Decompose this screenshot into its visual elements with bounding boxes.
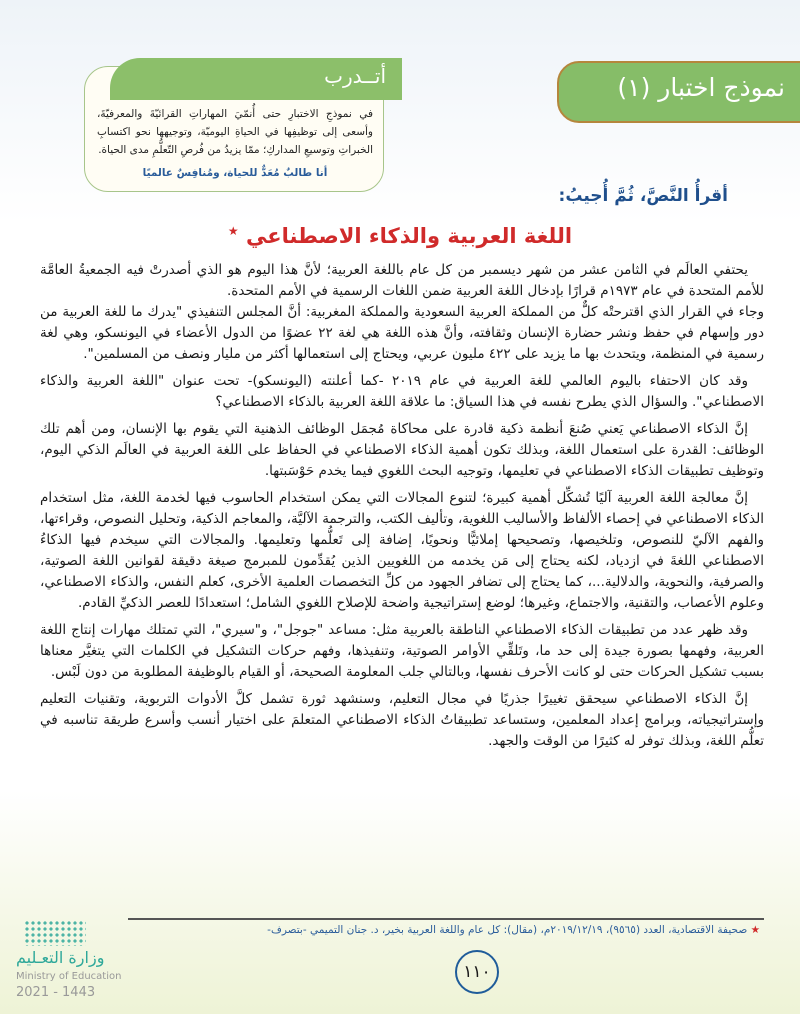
ministry-name-arabic: وزارة التعـليم — [16, 948, 105, 967]
article-body — [40, 260, 764, 758]
section-banner — [557, 61, 800, 123]
paragraph: وقد ظهر عدد من تطبيقات الذكاء الاصطناعي الناطقة بالعربية مثل: مساعد "جوجل"، و"سيري"، التي تمتلك مهارات إنتاج اللغة العربية، وفهمها بصورة جيدة إلى حد ما، وتَلقِّي الأوامر الصوتية، وتنفيذها، وفهم حركات التشكيل في الكلمات التي يتغيَّر معناها بسبب تشكيل الحركات حتى لو كانت الأحرف نفسها، وبالتالي جلب المعلومة الصحيحة، أو القيام بالوظيفة المطلوبة من دون لَبْس. — [40, 622, 764, 680]
ministry-year: 2021 - 1443 — [16, 985, 96, 1000]
article-title — [0, 224, 800, 248]
star-icon: ★ — [227, 224, 239, 238]
practice-box-motto: أنا طالبٌ مُعَدٌّ للحياة، ومُنافِسٌ عالميًا — [142, 167, 328, 179]
paragraph: إنَّ معالجة اللغة العربية آليًا تُشكِّل أهمية كبيرة؛ لتنوع المجالات التي يمكن استخدام الحاسوب فيها لخدمة اللغة، مثل استخدام الذكاء الاصطناعي في إحصاء الألفاظ والأساليب اللغوية، وتأليف الكتب، والترجمة الآليَّة، والمعاجم الذكية، وتحليل النصوص، وقراءتها، والفهم الآليّ للنصوص، وتلخيصها، وتصحيحها إملائيًّا ونحويًا، إضافة إلى تَعلُّمها وتعليمها. والمجالات التي سيخدم فيها الذكاءُ الاصطناعي اللغةَ في ازدياد، لكنه يحتاج إلى مَن يخدمه من اللغويين الذين يُقدِّمون للمبرمج صيغة دقيقة لقوانين اللغة الصوتية، والصرفية، والنحوية، والدلالية...، كما يحتاج إلى تضافر الجهود من كلِّ التخصصات العلمية الأخرى، كعلم النفس، والذكاء الاصطناعي، وعلوم الأعصاب، والتقنية، والاجتماع، وغيرها؛ لوضع إستراتيجية واضحة للإصلاح اللغوي الشامل؛ استعدادًا للعصر الذكيِّ القادم. — [40, 490, 764, 611]
footnote — [267, 924, 760, 936]
ministry-logo-icon — [24, 920, 86, 946]
paragraph: إنَّ الذكاء الاصطناعي يَعني صُنعَ أنظمة ذكية قادرة على محاكاة مُجمَل الوظائف الذهنية التي يقوم بها الإنسان، ومن أهم تلك الوظائف: القدرة على استعمال اللغة، وبذلك تكون أهمية الذكاء الاصطناعي في الحفاظ على اللغة العربية في العالَم الذكي اليوم، وتوظيف تطبيقات الذكاء الاصطناعي في تعليمها، وتوجيه البحث اللغوي فيما يخدم حَوْسَبتها. — [40, 421, 764, 479]
article-title-text: اللغة العربية والذكاء الاصطناعي — [245, 224, 573, 248]
banner-title: نموذج اختبار (١) — [617, 73, 785, 102]
ministry-name-english: Ministry of Education — [16, 971, 122, 982]
footnote-divider — [128, 918, 764, 920]
instruction: أقرأُ النَّصَّ، ثُمَّ أُجيبُ: — [558, 186, 728, 206]
paragraph: وقد كان الاحتفاء باليوم العالمي للغة العربية في عام ٢٠١٩ -كما أعلنته (اليونسكو)- تحت عنوان "اللغة العربية والذكاء الاصطناعي". والسؤال الذي يطرح نفسه في هذا السياق: ما علاقة اللغة العربية بالذكاء الاصطناعي؟ — [40, 373, 764, 410]
practice-box-header — [110, 58, 402, 100]
page-number: ١١٠ — [455, 950, 499, 994]
practice-box-title: أتــدرب — [324, 64, 386, 88]
paragraph: وجاء في القرار الذي اقترحتْه كلٌّ من المملكة العربية السعودية والمملكة المغربية: أنَّ المجلس التنفيذي "يدرك ما للغة العربية من دور وإسهام في حفظ ونشر حضارة الإنسان وثقافته، وأنَّ هذه اللغة هي لغة ٢٢ عضوًا من الدول الأعضاء في اليونسكو، وهي لغة رسمية في المنظمة، ويتحدث بها ما يزيد على ٤٢٢ مليون عربي، ويحتاج إلى استعمالها أكثر من مليار ونصف من المسلمين". — [40, 304, 764, 362]
paragraph: إنَّ الذكاء الاصطناعي سيحقق تغييرًا جذريًا في مجال التعليم، وسنشهد ثورة تشمل كلَّ الأدوات التربوية، وتقنيات التعليم وإستراتيجياته، وبرامج إعداد المعلمين، وستساعد تطبيقاتُ الذكاء الاصطناعي المتعلمَ على اختيار أنسب وأسرع طريقة تناسبه في تعلُّم اللغة، وبذلك توفر له كثيرًا من الوقت والجهد. — [40, 691, 764, 749]
star-icon: ★ — [750, 924, 760, 936]
paragraph: يحتفي العالَم في الثامن عشر من شهر ديسمبر من كل عام باللغة العربية؛ لأنَّ هذا اليوم هو الذي أصدرتْ فيه الجمعيةُ العامَّة للأمم المتحدة في عام ١٩٧٣م قرارًا بإدخال اللغة العربية ضمن اللغات الرسمية في الأمم المتحدة. — [40, 262, 764, 299]
footnote-text: صحيفة الاقتصادية، العدد (٩٥٦٥)، ٢٠١٩/١٢/١٩م، (مقال): كل عام واللغة العربية بخير، د. جنان التميمي -بتصرف- — [267, 924, 748, 936]
practice-box-text: في نموذجِ الاختبارِ حتى أُنمّيَ المهاراتِ القرائيّةَ والمعرفيّةَ، وأسعى إلى توظيفِها في الحياةِ اليوميّة، وتوجيهها نحو اكتسابِ الخبراتِ وتوسيعِ المداركِ؛ ممّا يزيدُ من فُرصِ التّعلُّمِ مدى الحياة. — [97, 108, 373, 156]
